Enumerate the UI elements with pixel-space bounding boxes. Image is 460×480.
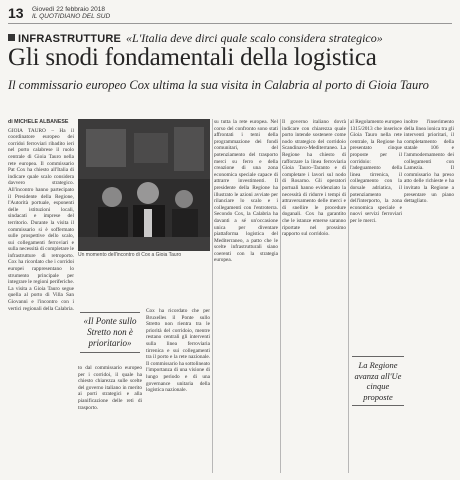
column-6b-text: inoltre l'inserimento della linea ionica tra gli interventi prioritari, il completamento della statale 106 e l'ammodernamento dei collegamenti con Lamezia. Il commissario ha preso atto delle richieste e ha invitato la Regione a presentare un piano dettagliato. (404, 119, 454, 205)
body-column-1 (8, 119, 74, 473)
column-6a-text: al Regolamento europeo 1315/2013 che inserisce Gioia Tauro nella rete centrale, la Regione ha presentato cinque proposte per il corridoio: l'adeguamento della linea tirrenica, il collegamento con la dorsale adriatica, il potenziamento dell'interporto, la zona economica speciale e nuovi servizi ferroviari per le merci. (350, 119, 402, 224)
column-divider (212, 119, 213, 473)
photo-caption: Un momento dell'incontro di Cox a Gioia Tauro (78, 252, 182, 258)
date-line: Giovedì 22 febbraio 2018 (32, 6, 105, 13)
column-1-text: GIOIA TAURO – Ha il coordinatore europeo dei corridoi ferroviari ribadito ieri nel porto calabrese il ruolo centrale di Gioia Tauro nella rete europea. Il commissario Pat Cox ha chiesto all'Italia di indicare quale scalo considera davvero strategico. All'incontro hanno partecipato il Presidente della Regione, l'Autorità portuale, esponenti delle istituzioni locali, sindacati e imprese del territorio. Durante la visita il commissario si è soffermato sulle prospettive dello scalo, sui collegamenti ferroviari e sulla necessità di completare le infrastrutture di retroporto. Cox ha ricordato che i corridoi europei rappresentano lo strumento principale per integrare le regioni periferiche. La visita a Gioia Tauro segue quella al porto di Villa San Giovanni e l'incontro con i vertici regionali della Calabria. (8, 127, 74, 312)
kicker-line (8, 27, 452, 43)
body-column-5: Il governo italiano dovrà indicare con chiarezza quale porto intende sostenere come nodo strategico del corridoio Scandinavo-Mediterraneo. La Regione ha chiesto di rafforzare la linea ferroviaria Gioia Tauro–Taranto e di completare i lavori sul nodo di Rosarno. Gli operatori portuali hanno evidenziato la necessità di ridurre i tempi di attraversamento delle merci e di snellire le procedure doganali. Cox ha garantito che le istanze emerse saranno riportate nel prossimo rapporto sul corridoio. (282, 119, 346, 238)
header-rule (8, 23, 452, 24)
headline: Gli snodi fondamentali della logistica (8, 44, 377, 71)
body-column-3: Cox ha ricordato che per Bruxelles il Ponte sullo Stretto non rientra tra le priorità del corridoio, mentre restano centrali gli interventi sulla linea ferroviaria tirrenica e sui collegamenti tra il porto e la rete nazionale. Il commissario ha sottolineato l'importanza di una visione di lungo periodo e di una governance unitaria della logistica nazionale. (146, 308, 210, 394)
section-square-icon (8, 34, 15, 41)
page-header (8, 6, 452, 22)
body-column-6 (350, 119, 454, 473)
article-photo (78, 119, 210, 251)
photo-image (78, 119, 210, 251)
page-number: 13 (8, 5, 24, 21)
column-divider (348, 119, 349, 473)
pull-quote-2: La Regione avanza all'Ue cinque proposte (352, 356, 404, 406)
pull-quote: «Il Ponte sullo Stretto non è prioritario» (80, 312, 140, 353)
kicker-quote: «L'Italia deve dirci quale scalo considera strategico» (126, 31, 383, 45)
deck: Il commissario europeo Cox ultima la sua visita in Calabria al porto di Gioia Tauro (8, 78, 429, 92)
byline: di MICHELE ALBANESE (8, 119, 69, 125)
body-column-4: su tutta la rete europea. Nel corso del confronto sono stati affrontati i temi della programmazione dei fondi comunitari, del potenziamento del trasporto merci su ferro e della creazione di una zona economica speciale capace di attrarre investimenti. Il presidente della Regione ha illustrato le azioni avviate per rilanciare lo scalo e i collegamenti con l'entroterra. Secondo Cox, la Calabria ha davanti a sé un'occasione unica per diventare piattaforma logistica del Mediterraneo, a patto che le scelte infrastrutturali siano coerenti con la strategia europea. (214, 119, 278, 264)
section-label: INFRASTRUTTURE (18, 33, 122, 45)
column-divider (280, 119, 281, 473)
masthead: IL QUOTIDIANO DEL SUD (32, 13, 111, 20)
body-column-2: to dal commissario europeo per i corridoi, il quale ha chiesto chiarezza sulle scelte del governo italiano in merito ai porti strategici e alla pianificazione delle reti di trasporto. (78, 365, 142, 411)
